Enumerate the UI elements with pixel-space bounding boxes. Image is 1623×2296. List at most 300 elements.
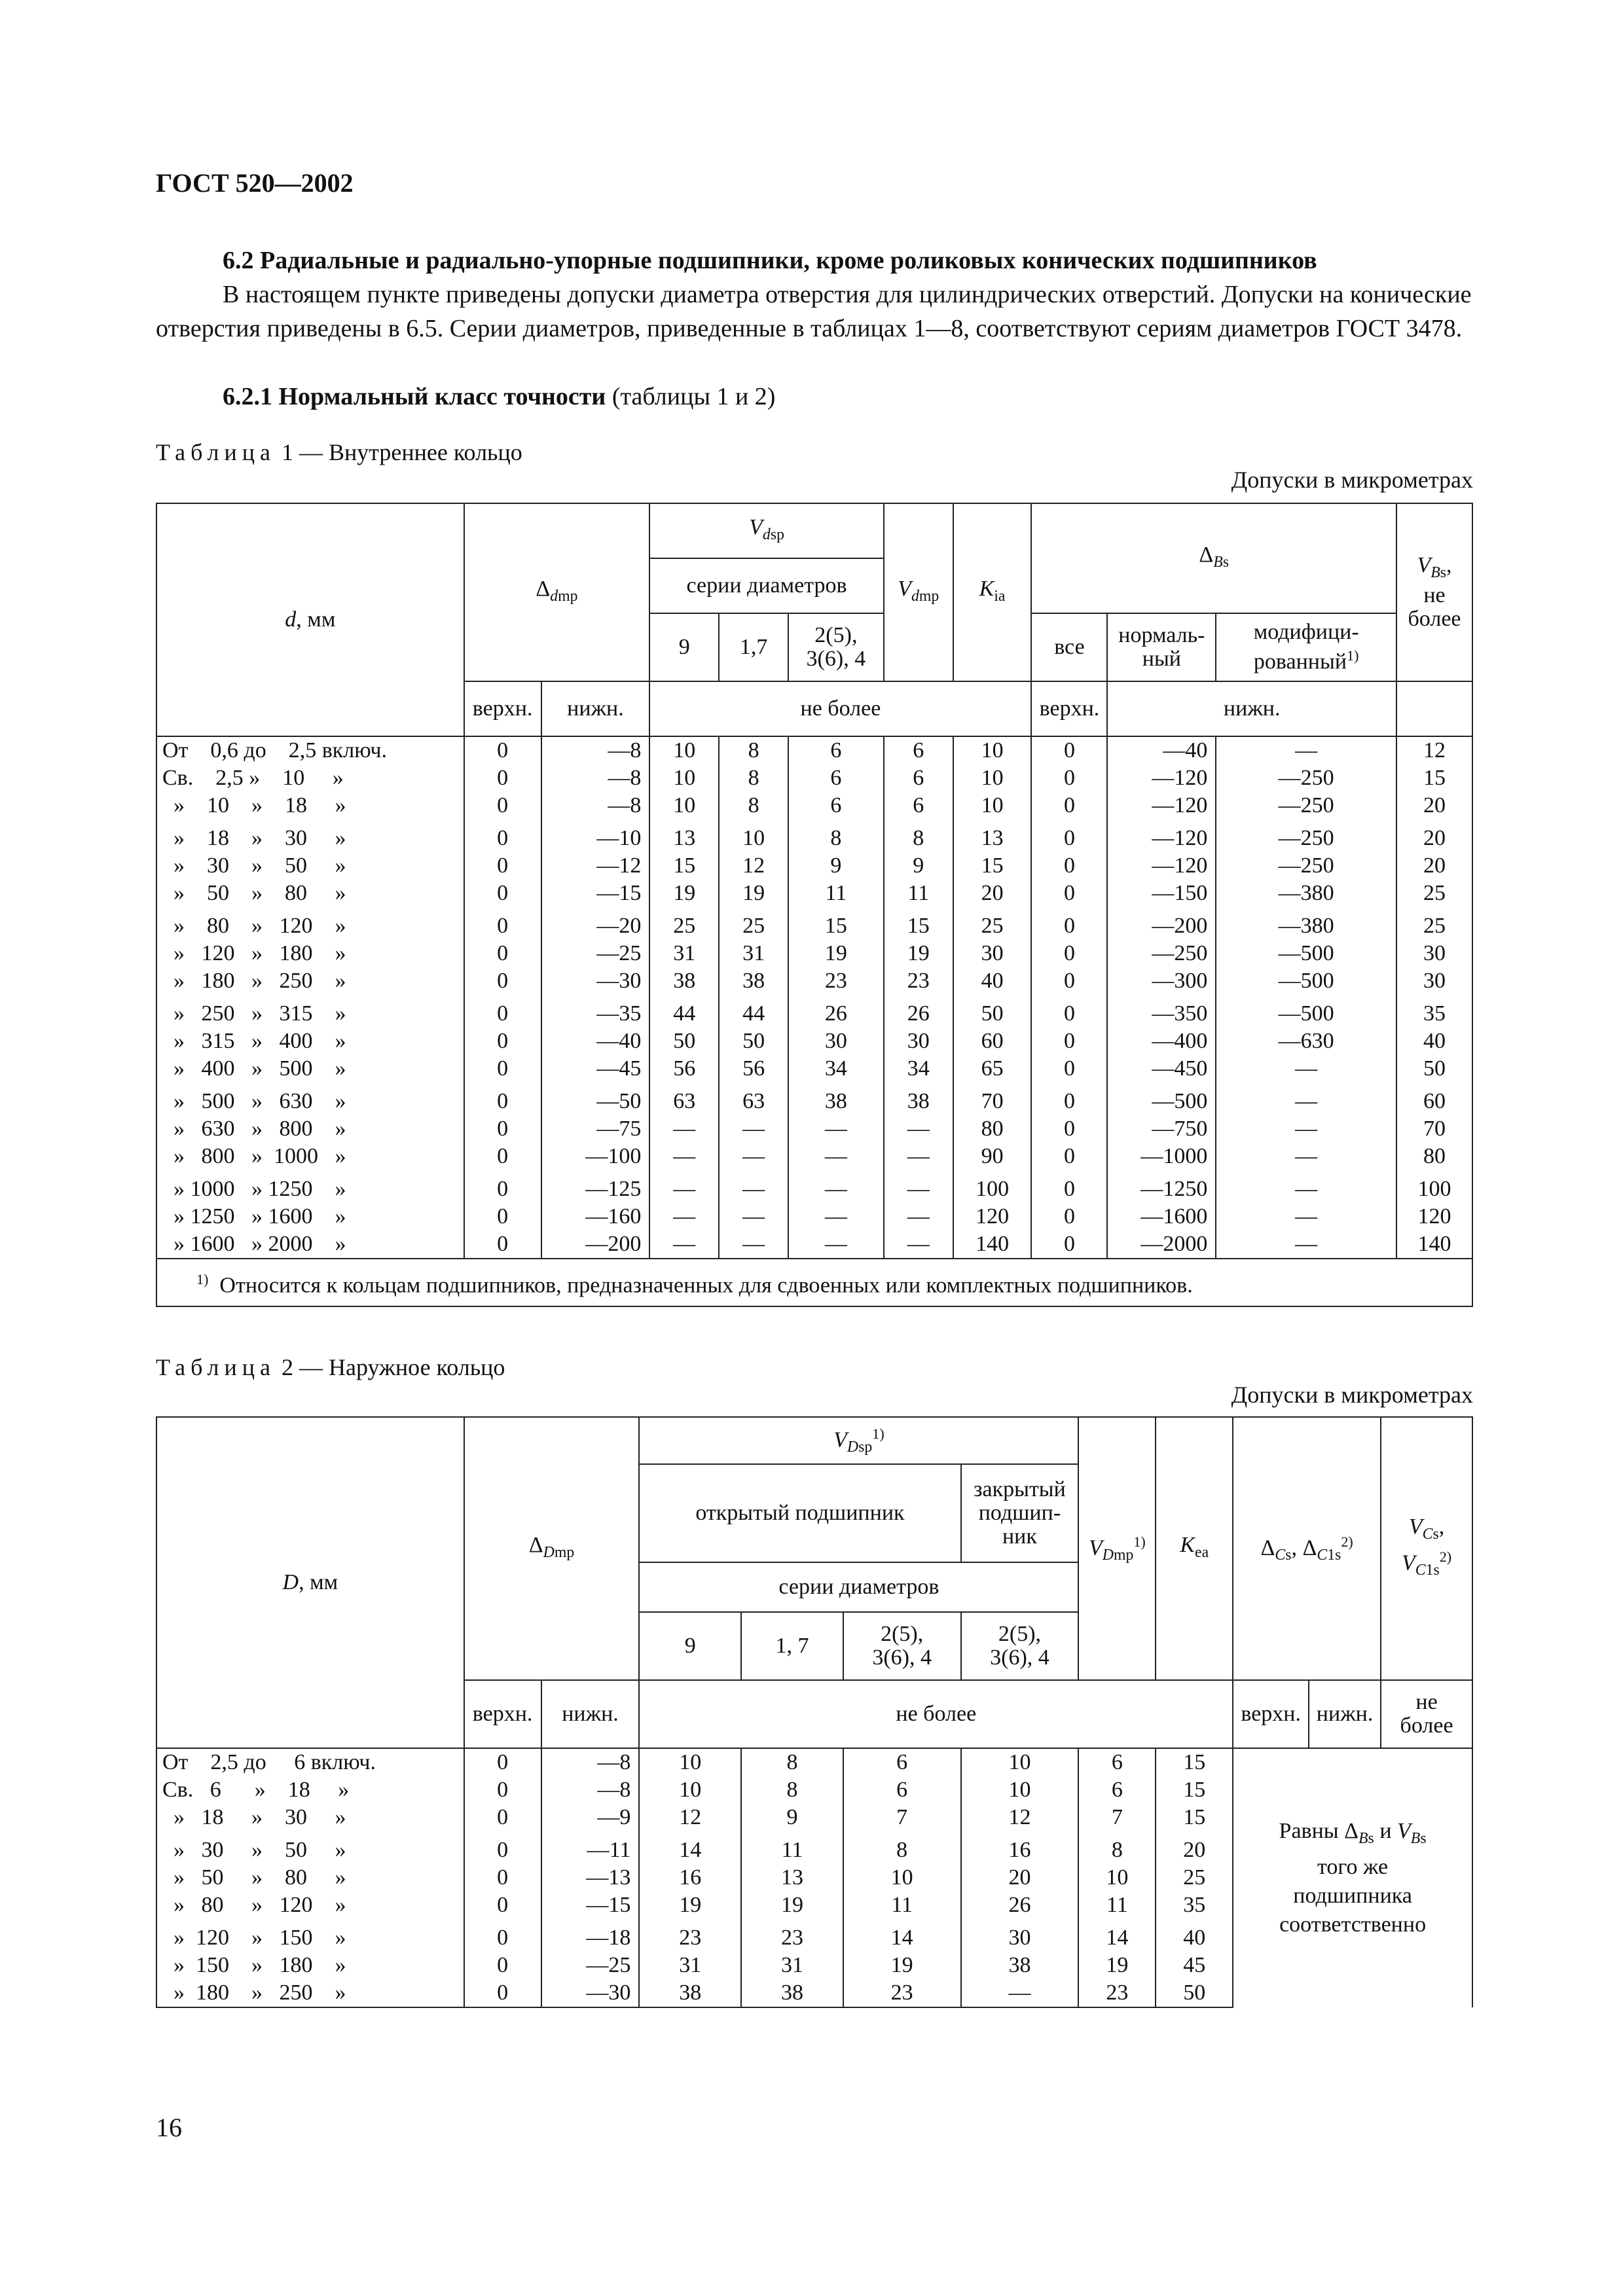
value-cell: 7 — [843, 1804, 961, 1831]
value-cell: 60 — [1396, 1083, 1472, 1115]
value-cell: 80 — [953, 1115, 1032, 1143]
table-row — [156, 1115, 1472, 1143]
value-cell: 0 — [464, 1979, 541, 2007]
value-cell: 0 — [1031, 736, 1107, 764]
value-cell: 70 — [1396, 1115, 1472, 1143]
t2-header-s25: 2(5), 3(6), 4 — [843, 1612, 961, 1680]
value-cell: 50 — [1396, 1055, 1472, 1083]
value-cell: —15 — [541, 880, 650, 907]
value-cell: 15 — [1156, 1776, 1233, 1804]
value-cell: 16 — [961, 1831, 1079, 1864]
value-cell: 15 — [788, 907, 884, 940]
value-cell: 20 — [1156, 1831, 1233, 1864]
value-cell: 15 — [953, 852, 1032, 880]
value-cell: 30 — [1396, 940, 1472, 967]
t2-header-upper2: верхн. — [1233, 1680, 1309, 1748]
value-cell: 19 — [741, 1892, 843, 1919]
value-cell: 25 — [719, 907, 788, 940]
value-cell: 35 — [1156, 1892, 1233, 1919]
table2-body — [156, 1748, 1472, 2007]
value-cell: 120 — [1396, 1203, 1472, 1230]
value-cell: 63 — [719, 1083, 788, 1115]
value-cell: 30 — [1396, 967, 1472, 995]
range-cell: От 2,5 до 6 включ. — [156, 1748, 464, 1776]
table-row — [156, 819, 1472, 852]
range-cell: » 10 » 18 » — [156, 792, 464, 819]
value-cell: 12 — [639, 1804, 741, 1831]
subsection-heading: 6.2.1 Нормальный класс точности (таблицы 1 и 2) — [223, 383, 776, 410]
value-cell: 40 — [1396, 1028, 1472, 1055]
value-cell: —160 — [541, 1203, 650, 1230]
value-cell: —400 — [1107, 1028, 1216, 1055]
value-cell: —250 — [1216, 852, 1396, 880]
value-cell: 50 — [649, 1028, 719, 1055]
table-row — [156, 764, 1472, 792]
range-cell: » 150 » 180 » — [156, 1952, 464, 1979]
t1-header-normal: нормаль- ный — [1107, 613, 1216, 681]
value-cell: 40 — [1156, 1919, 1233, 1952]
value-cell: — — [1216, 1230, 1396, 1259]
value-cell: 0 — [464, 736, 541, 764]
value-cell: 80 — [1396, 1143, 1472, 1170]
t2-header-closed: закрытый подшип- ник — [961, 1464, 1079, 1562]
value-cell: 23 — [843, 1979, 961, 2007]
value-cell: —25 — [541, 940, 650, 967]
value-cell: 11 — [788, 880, 884, 907]
value-cell: —380 — [1216, 907, 1396, 940]
range-cell: » 30 » 50 » — [156, 852, 464, 880]
value-cell: 19 — [843, 1952, 961, 1979]
value-cell: 0 — [464, 819, 541, 852]
value-cell: 0 — [464, 907, 541, 940]
page-number: 16 — [156, 2113, 182, 2142]
value-cell: 8 — [843, 1831, 961, 1864]
value-cell: 0 — [1031, 1230, 1107, 1259]
value-cell: —250 — [1216, 819, 1396, 852]
table2-caption: Таблица 2 — Наружное кольцо — [156, 1354, 505, 1380]
t1-footnote: $^{1)}$ Относится к кольцам подшипников, предназначенных для сдвоенных или комплектных подшипников. — [156, 1259, 1472, 1306]
value-cell: 0 — [1031, 819, 1107, 852]
value-cell: 19 — [639, 1892, 741, 1919]
value-cell: 25 — [953, 907, 1032, 940]
range-cell: » 180 » 250 » — [156, 967, 464, 995]
value-cell: 10 — [719, 819, 788, 852]
value-cell: 6 — [843, 1748, 961, 1776]
value-cell: —500 — [1107, 1083, 1216, 1115]
value-cell: 8 — [741, 1776, 843, 1804]
value-cell: 12 — [961, 1804, 1079, 1831]
value-cell: 0 — [464, 940, 541, 967]
value-cell: 15 — [1156, 1804, 1233, 1831]
t2-header-nomore: не более — [639, 1680, 1233, 1748]
t2-header-upper: верхн. — [464, 1680, 541, 1748]
value-cell: 13 — [741, 1864, 843, 1892]
t1-header-nomore: не более — [649, 681, 1031, 736]
value-cell: — — [788, 1115, 884, 1143]
value-cell: 23 — [639, 1919, 741, 1952]
value-cell: —750 — [1107, 1115, 1216, 1143]
value-cell: 56 — [719, 1055, 788, 1083]
value-cell: 56 — [649, 1055, 719, 1083]
value-cell: 0 — [1031, 995, 1107, 1028]
value-cell: 10 — [953, 792, 1032, 819]
value-cell: 6 — [1078, 1748, 1156, 1776]
value-cell: 8 — [788, 819, 884, 852]
value-cell: 0 — [464, 852, 541, 880]
t2-header-lower: нижн. — [541, 1680, 640, 1748]
value-cell: 16 — [639, 1864, 741, 1892]
value-cell: 0 — [464, 1892, 541, 1919]
value-cell: 11 — [884, 880, 953, 907]
value-cell: —200 — [541, 1230, 650, 1259]
value-cell: — — [649, 1170, 719, 1203]
value-cell: —9 — [541, 1804, 640, 1831]
range-cell: » 1250 » 1600 » — [156, 1203, 464, 1230]
value-cell: 26 — [884, 995, 953, 1028]
value-cell: — — [719, 1170, 788, 1203]
value-cell: — — [1216, 1083, 1396, 1115]
value-cell: 20 — [1396, 792, 1472, 819]
t1-header-delta-bs: $\Delta_{Bs}$ — [1031, 503, 1396, 613]
t2-header-D: D, мм — [156, 1417, 464, 1748]
value-cell: 25 — [1156, 1864, 1233, 1892]
table-row — [156, 880, 1472, 907]
value-cell: — — [961, 1979, 1079, 2007]
value-cell: 8 — [719, 792, 788, 819]
table-row — [156, 1055, 1472, 1083]
value-cell: — — [649, 1143, 719, 1170]
range-cell: » 1000 » 1250 » — [156, 1170, 464, 1203]
t1-header-all: все — [1031, 613, 1107, 681]
t2-note: Равны $\Delta_{Bs}$ и $V_{Bs}$ того же подшипника соответственно — [1233, 1748, 1472, 2007]
value-cell: 38 — [719, 967, 788, 995]
value-cell: —18 — [541, 1919, 640, 1952]
value-cell: —100 — [541, 1143, 650, 1170]
value-cell: — — [1216, 1203, 1396, 1230]
value-cell: 31 — [719, 940, 788, 967]
value-cell: 0 — [464, 1083, 541, 1115]
value-cell: 10 — [961, 1748, 1079, 1776]
range-cell: » 80 » 120 » — [156, 1892, 464, 1919]
value-cell: 20 — [1396, 819, 1472, 852]
value-cell: —8 — [541, 792, 650, 819]
value-cell: 0 — [464, 1952, 541, 1979]
value-cell: 9 — [788, 852, 884, 880]
range-cell: » 500 » 630 » — [156, 1083, 464, 1115]
value-cell: 10 — [961, 1776, 1079, 1804]
value-cell: 6 — [788, 792, 884, 819]
value-cell: 6 — [788, 764, 884, 792]
value-cell: —8 — [541, 1776, 640, 1804]
section-title: 6.2 Радиальные и радиально-упорные подшипники, кроме роликовых конических подшипников — [223, 247, 1317, 274]
value-cell: 0 — [464, 1804, 541, 1831]
value-cell: —120 — [1107, 819, 1216, 852]
t1-header-series: серии диаметров — [649, 558, 883, 613]
value-cell: 38 — [649, 967, 719, 995]
value-cell: 12 — [719, 852, 788, 880]
value-cell: —45 — [541, 1055, 650, 1083]
value-cell: — — [884, 1170, 953, 1203]
value-cell: 14 — [1078, 1919, 1156, 1952]
table-row — [156, 1170, 1472, 1203]
value-cell: 6 — [884, 736, 953, 764]
t1-header-delta-dmp: $\Delta_{dmp}$ — [464, 503, 650, 681]
value-cell: — — [719, 1115, 788, 1143]
value-cell: 8 — [1078, 1831, 1156, 1864]
t2-header-nomore2: не более — [1381, 1680, 1472, 1748]
value-cell: 10 — [843, 1864, 961, 1892]
value-cell: 10 — [953, 764, 1032, 792]
value-cell: —300 — [1107, 967, 1216, 995]
table-row — [156, 1083, 1472, 1115]
value-cell: 6 — [788, 736, 884, 764]
value-cell: — — [788, 1230, 884, 1259]
value-cell: 50 — [1156, 1979, 1233, 2007]
value-cell: 0 — [1031, 852, 1107, 880]
table-row — [156, 907, 1472, 940]
value-cell: 0 — [464, 1170, 541, 1203]
t1-header-lower2: нижн. — [1107, 681, 1396, 736]
value-cell: —120 — [1107, 764, 1216, 792]
value-cell: 11 — [843, 1892, 961, 1919]
t1-header-vbs: $V_{Bs}$, не более — [1396, 503, 1472, 681]
value-cell: 38 — [639, 1979, 741, 2007]
value-cell: 26 — [961, 1892, 1079, 1919]
value-cell: 25 — [1396, 880, 1472, 907]
value-cell: 6 — [1078, 1776, 1156, 1804]
value-cell: 10 — [1078, 1864, 1156, 1892]
value-cell: —8 — [541, 1748, 640, 1776]
value-cell: 14 — [843, 1919, 961, 1952]
range-cell: » 315 » 400 » — [156, 1028, 464, 1055]
value-cell: 19 — [788, 940, 884, 967]
value-cell: — — [788, 1203, 884, 1230]
value-cell: 63 — [649, 1083, 719, 1115]
value-cell: 20 — [1396, 852, 1472, 880]
value-cell: 0 — [464, 880, 541, 907]
value-cell: — — [884, 1143, 953, 1170]
value-cell: 0 — [464, 1864, 541, 1892]
value-cell: —15 — [541, 1892, 640, 1919]
value-cell: 23 — [884, 967, 953, 995]
value-cell: 44 — [649, 995, 719, 1028]
value-cell: —11 — [541, 1831, 640, 1864]
value-cell: —30 — [541, 1979, 640, 2007]
value-cell: 0 — [1031, 1055, 1107, 1083]
t1-header-upper: верхн. — [464, 681, 541, 736]
value-cell: —50 — [541, 1083, 650, 1115]
value-cell: 8 — [719, 764, 788, 792]
t1-header-upper2: верхн. — [1031, 681, 1107, 736]
value-cell: 8 — [884, 819, 953, 852]
value-cell: 10 — [639, 1776, 741, 1804]
range-cell: » 50 » 80 » — [156, 880, 464, 907]
value-cell: — — [649, 1203, 719, 1230]
value-cell: —1250 — [1107, 1170, 1216, 1203]
value-cell: 30 — [788, 1028, 884, 1055]
value-cell: 31 — [639, 1952, 741, 1979]
value-cell: 0 — [1031, 880, 1107, 907]
range-cell: » 30 » 50 » — [156, 1831, 464, 1864]
t1-header-vdsp: $V_{dsp}$ — [649, 503, 883, 558]
value-cell: 100 — [1396, 1170, 1472, 1203]
table-row — [156, 1748, 1472, 1776]
value-cell: —250 — [1216, 764, 1396, 792]
value-cell: 34 — [788, 1055, 884, 1083]
value-cell: 0 — [1031, 907, 1107, 940]
value-cell: 8 — [719, 736, 788, 764]
t2-header-kea: $K_{ea}$ — [1156, 1417, 1233, 1680]
table1-units: Допуски в микрометрах — [1231, 467, 1473, 493]
t1-header-modified: модифици- рованный$^{1)}$ — [1216, 613, 1396, 681]
value-cell: —630 — [1216, 1028, 1396, 1055]
table-row — [156, 940, 1472, 967]
range-cell: Св. 6 » 18 » — [156, 1776, 464, 1804]
value-cell: 8 — [741, 1748, 843, 1776]
value-cell: 0 — [464, 1831, 541, 1864]
value-cell: 38 — [961, 1952, 1079, 1979]
value-cell: 12 — [1396, 736, 1472, 764]
table2 — [156, 1416, 1473, 2008]
value-cell: 0 — [464, 967, 541, 995]
value-cell: —13 — [541, 1864, 640, 1892]
value-cell: 15 — [649, 852, 719, 880]
value-cell: 38 — [788, 1083, 884, 1115]
table-row — [156, 995, 1472, 1028]
table-row — [156, 1143, 1472, 1170]
value-cell: 70 — [953, 1083, 1032, 1115]
value-cell: 19 — [719, 880, 788, 907]
paragraph-1: В настоящем пункте приведены допуски диаметра отверстия для цилиндрических отверстий. Допуски на конические отверстия приведены в 6.5. Серии диаметров, приведенные в таблицах 1—8, соответствуют сериям диаметров ГОСТ 3478. — [156, 281, 1472, 342]
value-cell: 15 — [1156, 1748, 1233, 1776]
value-cell: —450 — [1107, 1055, 1216, 1083]
value-cell: 9 — [741, 1804, 843, 1831]
document-header: ГОСТ 520—2002 — [156, 168, 354, 198]
value-cell: 19 — [1078, 1952, 1156, 1979]
range-cell: » 18 » 30 » — [156, 819, 464, 852]
value-cell: 44 — [719, 995, 788, 1028]
value-cell: 10 — [649, 764, 719, 792]
value-cell: 50 — [953, 995, 1032, 1028]
t1-header-vdmp: $V_{dmp}$ — [884, 503, 953, 681]
value-cell: —1600 — [1107, 1203, 1216, 1230]
value-cell: — — [719, 1143, 788, 1170]
value-cell: 0 — [1031, 1028, 1107, 1055]
t2-header-lower2: нижн. — [1309, 1680, 1381, 1748]
value-cell: 15 — [884, 907, 953, 940]
value-cell: 0 — [1031, 1203, 1107, 1230]
value-cell: 0 — [1031, 940, 1107, 967]
table2-units: Допуски в микрометрах — [1231, 1382, 1473, 1408]
value-cell: 0 — [464, 792, 541, 819]
range-cell: » 50 » 80 » — [156, 1864, 464, 1892]
value-cell: — — [884, 1115, 953, 1143]
value-cell: 23 — [741, 1919, 843, 1952]
range-cell: » 80 » 120 » — [156, 907, 464, 940]
value-cell: — — [884, 1203, 953, 1230]
value-cell: 11 — [1078, 1892, 1156, 1919]
value-cell: 6 — [884, 764, 953, 792]
value-cell: 50 — [719, 1028, 788, 1055]
t2-header-delta-cs: $\Delta_{Cs}$, $\Delta_{C1s}^{2)}$ — [1233, 1417, 1381, 1680]
value-cell: 19 — [649, 880, 719, 907]
value-cell: — — [719, 1230, 788, 1259]
value-cell: —200 — [1107, 907, 1216, 940]
t1-header-empty — [1396, 681, 1472, 736]
t2-header-delta-dmp: $\Delta_{Dmp}$ — [464, 1417, 640, 1680]
value-cell: — — [788, 1143, 884, 1170]
value-cell: 6 — [843, 1776, 961, 1804]
t2-header-open: открытый подшипник — [639, 1464, 960, 1562]
value-cell: —125 — [541, 1170, 650, 1203]
value-cell: —8 — [541, 764, 650, 792]
value-cell: 11 — [741, 1831, 843, 1864]
value-cell: 0 — [1031, 967, 1107, 995]
value-cell: 0 — [464, 1748, 541, 1776]
value-cell: —380 — [1216, 880, 1396, 907]
value-cell: 19 — [884, 940, 953, 967]
value-cell: 10 — [639, 1748, 741, 1776]
value-cell: 0 — [464, 1230, 541, 1259]
value-cell: 0 — [464, 995, 541, 1028]
value-cell: —250 — [1107, 940, 1216, 967]
value-cell: 0 — [1031, 1143, 1107, 1170]
value-cell: —500 — [1216, 967, 1396, 995]
value-cell: —8 — [541, 736, 650, 764]
range-cell: » 400 » 500 » — [156, 1055, 464, 1083]
value-cell: — — [1216, 1170, 1396, 1203]
value-cell: 0 — [464, 764, 541, 792]
range-cell: » 180 » 250 » — [156, 1979, 464, 2007]
t1-header-kia: $K_{ia}$ — [953, 503, 1032, 681]
value-cell: 65 — [953, 1055, 1032, 1083]
value-cell: 30 — [953, 940, 1032, 967]
range-cell: Св. 2,5 » 10 » — [156, 764, 464, 792]
table-row — [156, 1028, 1472, 1055]
value-cell: 0 — [1031, 1115, 1107, 1143]
value-cell: 140 — [953, 1230, 1032, 1259]
value-cell: — — [788, 1170, 884, 1203]
value-cell: — — [1216, 1055, 1396, 1083]
t2-header-s9: 9 — [639, 1612, 741, 1680]
value-cell: —12 — [541, 852, 650, 880]
table-row — [156, 1203, 1472, 1230]
range-cell: » 120 » 150 » — [156, 1919, 464, 1952]
value-cell: — — [1216, 1115, 1396, 1143]
value-cell: 25 — [649, 907, 719, 940]
table1 — [156, 503, 1473, 1307]
range-cell: » 18 » 30 » — [156, 1804, 464, 1831]
t2-header-vdsp: $V_{Dsp}^{1)}$ — [639, 1417, 1078, 1464]
value-cell: 0 — [464, 1203, 541, 1230]
range-cell: От 0,6 до 2,5 включ. — [156, 736, 464, 764]
value-cell: —75 — [541, 1115, 650, 1143]
value-cell: 35 — [1396, 995, 1472, 1028]
value-cell: —500 — [1216, 995, 1396, 1028]
value-cell: 0 — [1031, 1083, 1107, 1115]
value-cell: 0 — [464, 1143, 541, 1170]
value-cell: —350 — [1107, 995, 1216, 1028]
value-cell: 0 — [464, 1028, 541, 1055]
value-cell: 10 — [953, 736, 1032, 764]
value-cell: 30 — [884, 1028, 953, 1055]
value-cell: 25 — [1396, 907, 1472, 940]
value-cell: —2000 — [1107, 1230, 1216, 1259]
value-cell: 13 — [649, 819, 719, 852]
value-cell: —35 — [541, 995, 650, 1028]
range-cell: » 1600 » 2000 » — [156, 1230, 464, 1259]
value-cell: 10 — [649, 792, 719, 819]
